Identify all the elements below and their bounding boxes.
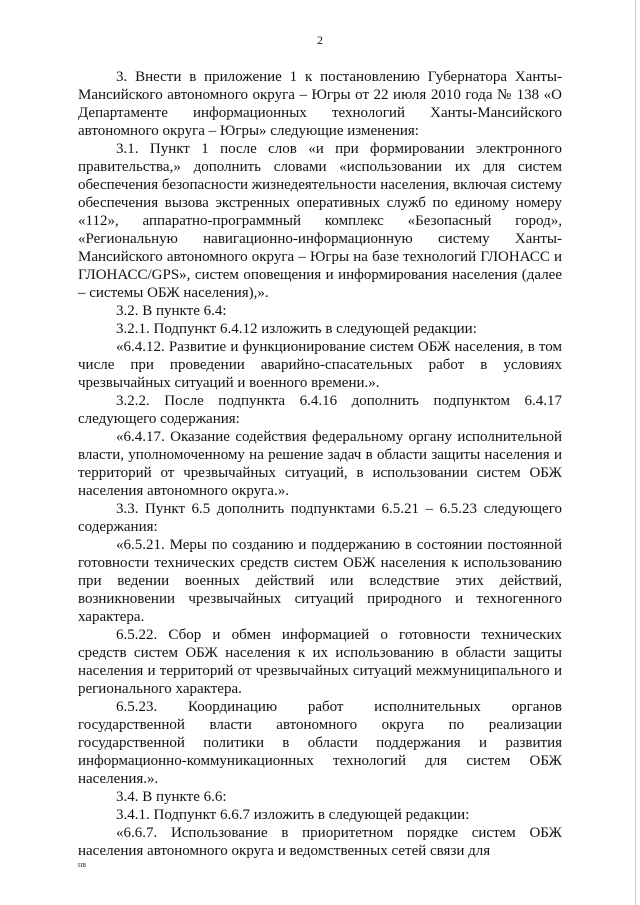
paragraph-6-4-12: «6.4.12. Развитие и функционирование систем ОБЖ населения, в том числе при проведении аварийно-спасательных работ в условиях чрезвычайных ситуаций и военного времени.». [78, 339, 562, 391]
scan-edge-line [635, 0, 636, 905]
footer-mark: нв [78, 860, 87, 869]
paragraph-3-2: 3.2. В пункте 6.4: [116, 303, 227, 319]
document-body [78, 68, 562, 860]
page-number: 2 [317, 33, 323, 47]
paragraph-3-3: 3.3. Пункт 6.5 дополнить подпунктами 6.5.21 – 6.5.23 следующего содержания: [78, 501, 562, 535]
paragraph-3-4-1: 3.4.1. Подпункт 6.6.7 изложить в следующей редакции: [116, 807, 470, 823]
paragraph-3-2-1: 3.2.1. Подпункт 6.4.12 изложить в следующей редакции: [116, 321, 477, 337]
paragraph-6-4-17: «6.4.17. Оказание содействия федеральному органу исполнительной власти, уполномоченному на решение задач в области защиты населения и территорий от чрезвычайных ситуаций, в использовании систем ОБЖ населения автономного округа.». [78, 429, 562, 499]
paragraph-3-1: 3.1. Пункт 1 после слов «и при формировании электронного правительства,» дополнить словами «использовании их для систем обеспечения безопасности жизнедеятельности населения, включая систему обеспечения вызова экстренных оперативных служб по единому номеру «112», аппаратно-программный комплекс «Безопасный город», «Региональную навигационно-информационную систему Ханты-Мансийского автономного округа – Югры на базе технологий ГЛОНАСС и ГЛОНАСС/GPS», систем оповещения и информирования населения (далее – системы ОБЖ населения),». [78, 141, 562, 301]
paragraph-3: 3. Внести в приложение 1 к постановлению Губернатора Ханты-Мансийского автономного округа – Югры от 22 июля 2010 года № 138 «О Департаменте информационных технологий Ханты-Мансийского автономного округа – Югры» следующие изменения: [78, 69, 562, 139]
paragraph-6-6-7: «6.6.7. Использование в приоритетном порядке систем ОБЖ населения автономного округа и ведомственных сетей связи для [78, 825, 562, 859]
paragraph-6-5-21: «6.5.21. Меры по созданию и поддержанию в состоянии постоянной готовности технических средств систем ОБЖ населения к использованию при ведении военных действий или вследствие этих действий, возникновении чрезвычайных ситуаций природного и техногенного характера. [78, 537, 562, 625]
paragraph-6-5-22: 6.5.22. Сбор и обмен информацией о готовности технических средств систем ОБЖ населения к их использованию в области защиты населения и территорий от чрезвычайных ситуаций межмуниципального и регионального характера. [78, 627, 562, 697]
paragraph-6-5-23: 6.5.23. Координацию работ исполнительных органов государственной власти автономного округа по реализации государственной политики в области поддержания и развития информационно-коммуникационных технологий для систем ОБЖ населения.». [78, 699, 562, 787]
paragraph-3-4: 3.4. В пункте 6.6: [116, 789, 227, 805]
paragraph-3-2-2: 3.2.2. После подпункта 6.4.16 дополнить подпунктом 6.4.17 следующего содержания: [78, 393, 562, 427]
